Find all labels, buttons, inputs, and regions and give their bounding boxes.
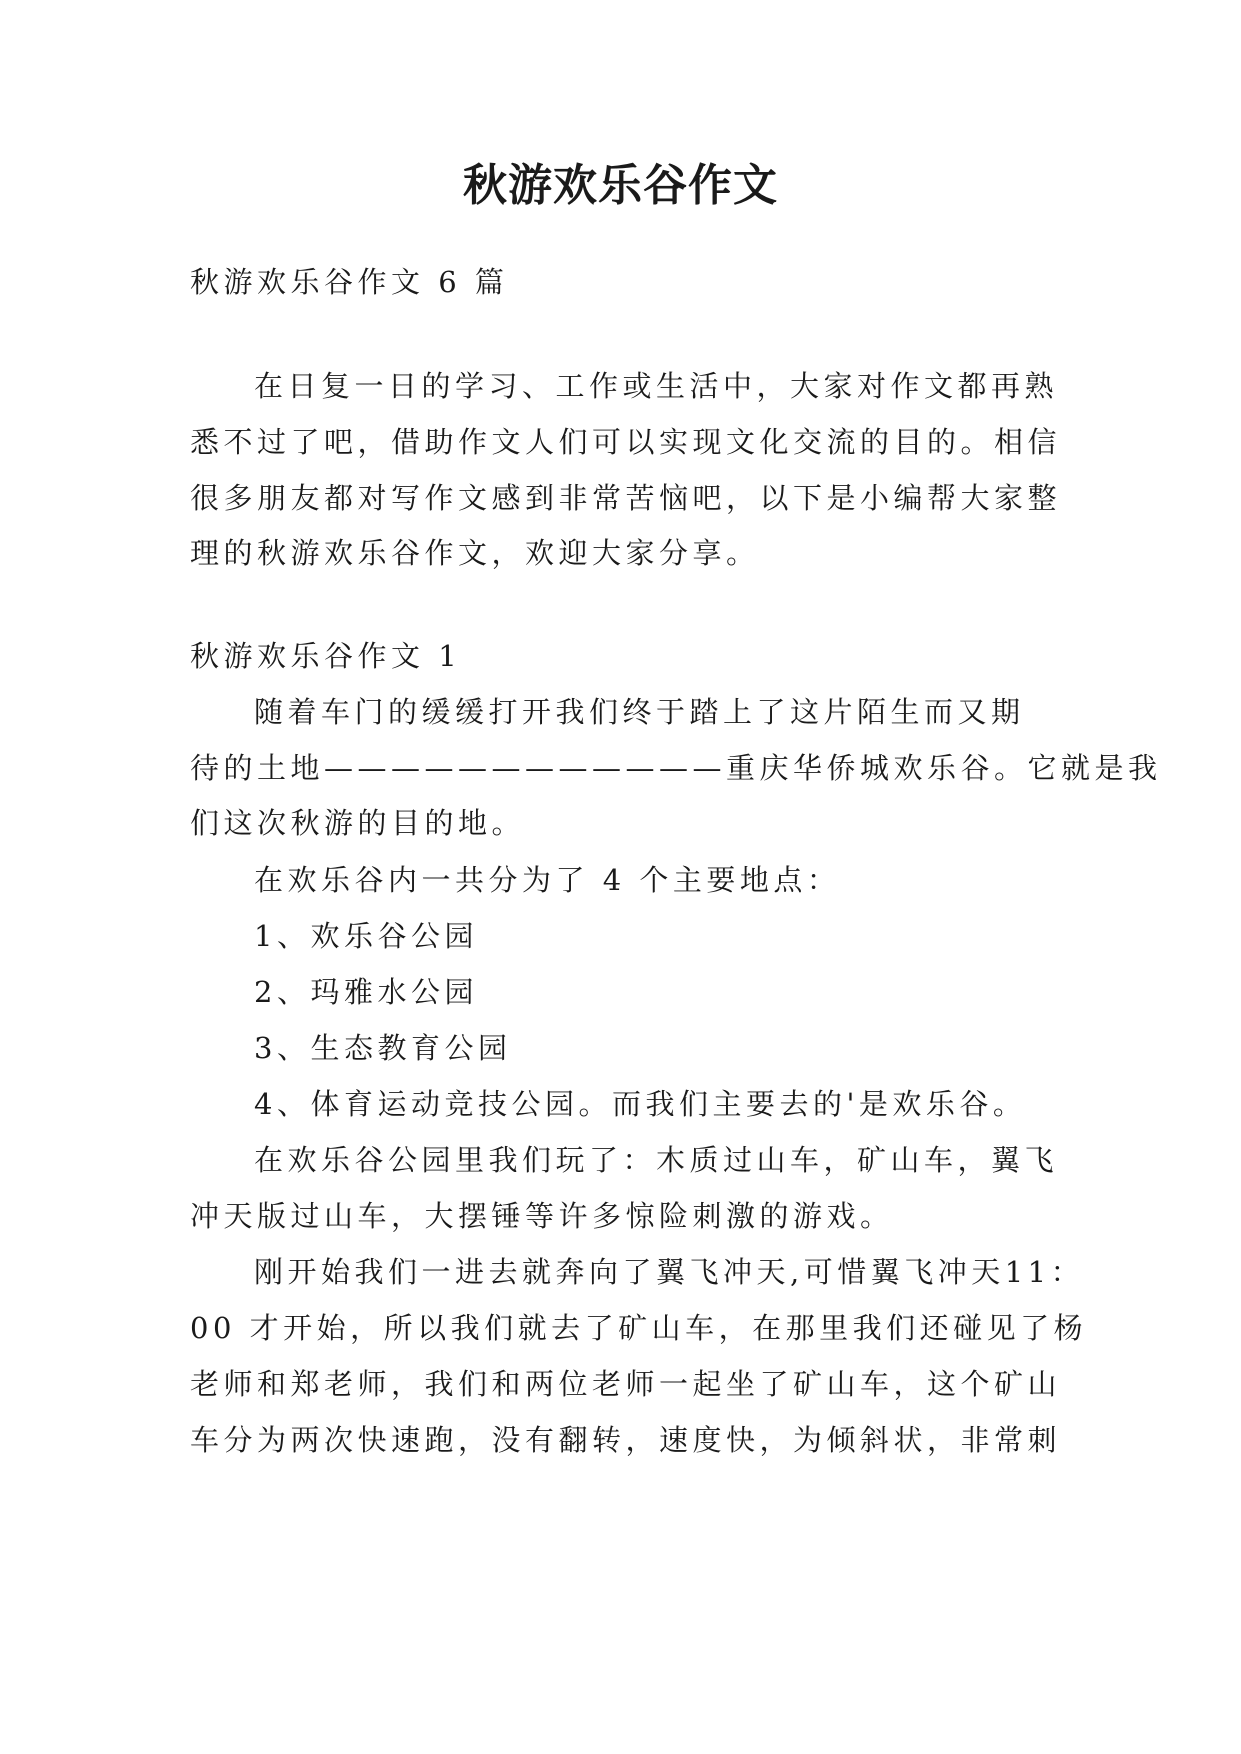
body-line-12: 00 才开始，所以我们就去了矿山车，在那里我们还碰见了杨 xyxy=(190,1311,1088,1345)
body-line-11: 刚开始我们一进去就奔向了翼飞冲天,可惜翼飞冲天11： xyxy=(254,1255,1085,1289)
body-line-13: 老师和郑老师，我们和两位老师一起坐了矿山车，这个矿山 xyxy=(190,1367,1062,1401)
body-line-10: 冲天版过山车，大摆锤等许多惊险刺激的游戏。 xyxy=(190,1199,894,1233)
list-item-3: 3、生态教育公园 xyxy=(254,1031,512,1065)
list-item-4: 4、体育运动竞技公园。而我们主要去的'是欢乐谷。 xyxy=(254,1087,1027,1121)
subtitle: 秋游欢乐谷作文 6 篇 xyxy=(190,265,509,299)
intro-line-3: 很多朋友都对写作文感到非常苦恼吧，以下是小编帮大家整 xyxy=(190,481,1062,515)
list-item-2: 2、玛雅水公园 xyxy=(254,975,478,1009)
section-heading: 秋游欢乐谷作文 1 xyxy=(190,639,462,673)
body-line-2: 待的土地————————————重庆华侨城欢乐谷。它就是我 xyxy=(190,751,1162,785)
body-line-1: 随着车门的缓缓打开我们终于踏上了这片陌生而又期 xyxy=(254,695,1025,729)
intro-line-1: 在日复一日的学习、工作或生活中，大家对作文都再熟 xyxy=(254,369,1059,403)
body-line-9: 在欢乐谷公园里我们玩了：木质过山车，矿山车，翼飞 xyxy=(254,1143,1059,1177)
body-line-3: 们这次秋游的目的地。 xyxy=(190,806,526,840)
intro-line-4: 理的秋游欢乐谷作文，欢迎大家分享。 xyxy=(190,536,760,570)
list-item-1: 1、欢乐谷公园 xyxy=(254,919,478,953)
document-title: 秋游欢乐谷作文 xyxy=(463,160,778,211)
body-line-4: 在欢乐谷内一共分为了 4 个主要地点： xyxy=(254,863,841,897)
body-line-14: 车分为两次快速跑，没有翻转，速度快，为倾斜状，非常刺 xyxy=(190,1423,1062,1457)
intro-line-2: 悉不过了吧，借助作文人们可以实现文化交流的目的。相信 xyxy=(190,425,1062,459)
